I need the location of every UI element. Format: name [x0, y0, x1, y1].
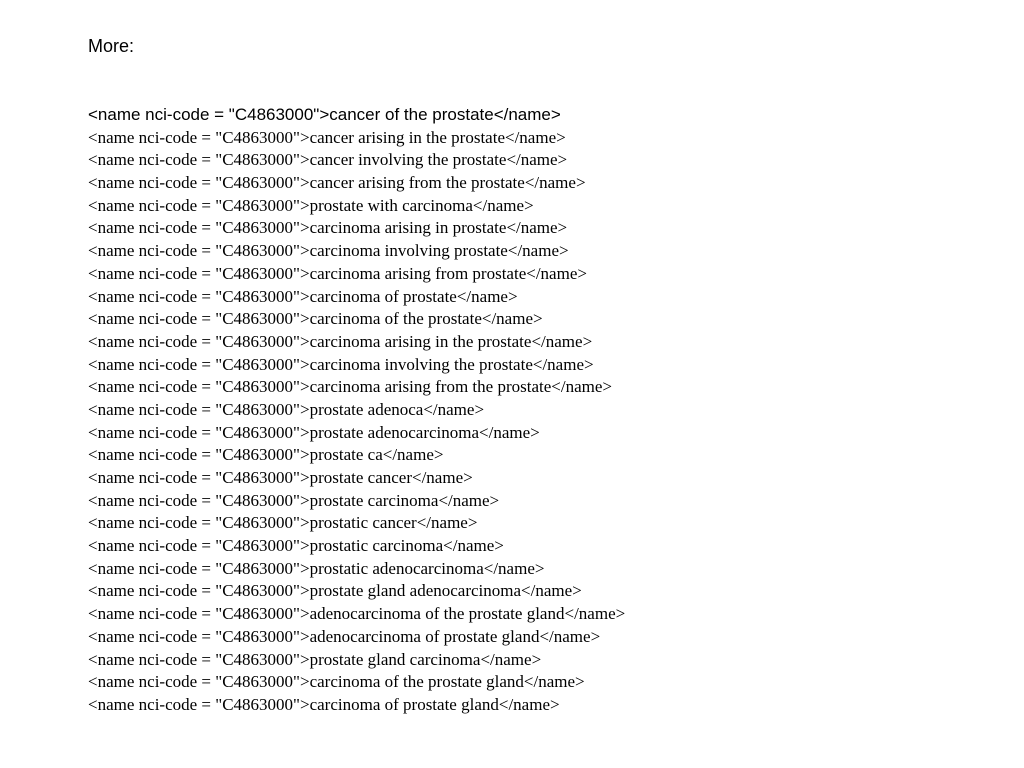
name-value: carcinoma of prostate gland: [309, 694, 499, 714]
name-tag-open: <name nci-code = "C4863000">: [88, 354, 310, 374]
name-tag-open: <name nci-code = "C4863000">: [88, 331, 310, 351]
name-tag-close: </name>: [507, 241, 569, 261]
name-entry: [88, 535, 625, 558]
name-entry: [88, 286, 625, 309]
name-entry: [88, 603, 625, 626]
name-entry: [88, 195, 625, 218]
name-tag-open: <name nci-code = "C4863000">: [88, 286, 310, 306]
name-tag-open: <name nci-code = "C4863000">: [88, 309, 310, 329]
name-entry: [88, 558, 625, 581]
name-tag-open: <name nci-code = "C4863000">: [88, 422, 310, 442]
name-entry: [88, 422, 625, 445]
name-entry: [88, 512, 625, 535]
name-tag-open: <name nci-code = "C4863000">: [88, 241, 310, 261]
name-entry: [88, 104, 625, 127]
name-tag-close: </name>: [416, 513, 478, 533]
name-tag-close: </name>: [382, 445, 444, 465]
name-value: prostatic cancer: [309, 513, 417, 533]
name-tag-close: </name>: [505, 127, 566, 147]
name-tag-open: <name nci-code = "C4863000">: [88, 195, 310, 215]
name-tag-close: </name>: [521, 581, 582, 601]
name-tag-close: </name>: [483, 558, 545, 578]
name-tag-close: </name>: [498, 694, 560, 714]
name-value: cancer of the prostate: [329, 105, 494, 124]
name-value: adenocarcinoma of prostate gland: [309, 626, 540, 646]
name-value: prostate gland adenocarcinoma: [309, 581, 522, 601]
name-tag-close: </name>: [480, 649, 542, 669]
name-value: prostate cancer: [309, 468, 412, 487]
name-tag-close: </name>: [523, 672, 585, 692]
name-value: prostate carcinoma: [309, 490, 439, 510]
name-entry: [88, 354, 625, 377]
name-tag-open: <name nci-code = "C4863000">: [88, 490, 310, 510]
name-tag-close: </name>: [493, 105, 561, 124]
name-tag-open: <name nci-code = "C4863000">: [88, 468, 310, 487]
name-tag-open: <name nci-code = "C4863000">: [88, 127, 310, 147]
name-entry: [88, 467, 625, 490]
name-tag-close: </name>: [438, 490, 500, 510]
name-tag-close: </name>: [526, 263, 587, 283]
name-tag-open: <name nci-code = "C4863000">: [88, 626, 310, 646]
name-value: carcinoma of the prostate: [309, 309, 482, 329]
name-tag-close: </name>: [564, 604, 626, 624]
name-tag-open: <name nci-code = "C4863000">: [88, 377, 310, 397]
name-tag-close: </name>: [532, 354, 594, 374]
name-value: cancer arising in the prostate: [309, 127, 505, 147]
name-tag-close: </name>: [423, 399, 485, 419]
name-value: prostate adenoca: [309, 399, 424, 419]
name-value: prostatic adenocarcinoma: [309, 558, 484, 578]
name-value: carcinoma arising in prostate: [309, 218, 507, 238]
name-entry: [88, 240, 625, 263]
name-tag-open: <name nci-code = "C4863000">: [88, 173, 310, 193]
name-entry: [88, 399, 625, 422]
name-value: carcinoma of the prostate gland: [309, 672, 524, 692]
name-entry: [88, 172, 625, 195]
name-entry: [88, 580, 625, 603]
name-tag-open: <name nci-code = "C4863000">: [88, 218, 310, 238]
name-value: carcinoma of prostate: [309, 286, 457, 306]
name-tag-close: </name>: [472, 195, 534, 215]
name-entry: [88, 331, 625, 354]
name-value: cancer involving the prostate: [309, 150, 507, 170]
name-value: carcinoma arising from prostate: [309, 263, 527, 283]
name-tag-open: <name nci-code = "C4863000">: [88, 604, 310, 624]
slide-heading: More:: [88, 36, 135, 56]
name-value: prostate with carcinoma: [309, 195, 473, 215]
name-entry: [88, 626, 625, 649]
name-value: cancer arising from the prostate: [309, 173, 525, 193]
name-tag-open: <name nci-code = "C4863000">: [88, 558, 310, 578]
name-tag-open: <name nci-code = "C4863000">: [88, 513, 310, 533]
name-value: prostate ca: [309, 445, 383, 465]
name-tag-open: <name nci-code = "C4863000">: [88, 150, 310, 170]
name-value: carcinoma arising in the prostate: [309, 331, 532, 351]
name-entry: [88, 444, 625, 467]
name-tag-close: </name>: [539, 626, 601, 646]
name-tag-open: <name nci-code = "C4863000">: [88, 581, 310, 601]
name-tag-close: </name>: [531, 331, 593, 351]
name-list: [88, 104, 625, 717]
name-tag-close: </name>: [443, 536, 504, 556]
name-entry: [88, 149, 625, 172]
name-tag-open: <name nci-code = "C4863000">: [88, 536, 310, 556]
name-value: adenocarcinoma of the prostate gland: [309, 604, 565, 624]
name-value: carcinoma involving the prostate: [309, 354, 533, 374]
name-value: prostate adenocarcinoma: [309, 422, 480, 442]
name-tag-open: <name nci-code = "C4863000">: [88, 399, 310, 419]
name-value: carcinoma arising from the prostate: [309, 377, 552, 397]
name-entry: [88, 490, 625, 513]
name-entry: [88, 263, 625, 286]
name-tag-close: </name>: [524, 173, 586, 193]
name-tag-close: </name>: [506, 218, 568, 238]
name-tag-open: <name nci-code = "C4863000">: [88, 445, 310, 465]
name-value: prostate gland carcinoma: [309, 649, 481, 669]
name-tag-close: </name>: [481, 309, 543, 329]
name-tag-close: </name>: [551, 377, 612, 397]
name-entry: [88, 649, 625, 672]
name-tag-open: <name nci-code = "C4863000">: [88, 649, 310, 669]
name-tag-close: </name>: [456, 286, 518, 306]
name-entry: [88, 671, 625, 694]
name-tag-open: <name nci-code = "C4863000">: [88, 694, 310, 714]
name-tag-close: </name>: [412, 468, 473, 487]
name-tag-open: <name nci-code = "C4863000">: [88, 105, 330, 124]
name-value: carcinoma involving prostate: [309, 241, 508, 261]
name-tag-open: <name nci-code = "C4863000">: [88, 672, 310, 692]
name-entry: [88, 308, 625, 331]
name-entry: [88, 376, 625, 399]
name-tag-close: </name>: [479, 422, 540, 442]
name-entry: [88, 217, 625, 240]
name-tag-close: </name>: [506, 150, 568, 170]
name-entry: [88, 694, 625, 717]
name-entry: [88, 127, 625, 150]
name-value: prostatic carcinoma: [309, 536, 444, 556]
name-tag-open: <name nci-code = "C4863000">: [88, 263, 310, 283]
